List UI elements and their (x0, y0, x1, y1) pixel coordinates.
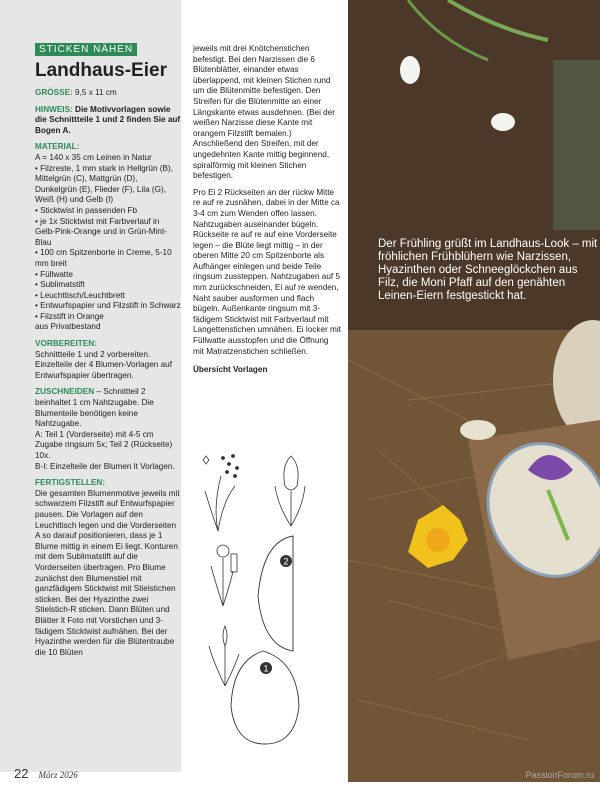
prep-block (35, 339, 181, 381)
hint-label: HINWEIS: (35, 104, 73, 114)
finish-text: Die gesamten Blumenmotive jeweils mit schwarzem Filzstift auf Entwurfspapier pausen. Die Vorlagen auf den Leuchttisch legen und die Vorderseiten A so darauf positionieren, dass je 1 Blume mittig in einem Ei liegt. Konturen mit dem Sublimatstift auf die Vorderseiten übertragen. Pro Blume zunächst den Blumenstiel mit ganzfädigem Sticktwist mit Stielstichen sticken. Bei der Hyazinthe zwei Stielstich-R sticken. Dann Blüten und Blätter lt Foto mit Vorstichen und 3-fädigem Sticktwist aufnähen. Bei der Hyazinthe werden für die Blütentraube die 10 Blüten (35, 488, 180, 657)
instructions-middle (193, 44, 341, 376)
photo-caption: Der Frühling grüßt im Landhaus-Look – mit fröhlichen Frühblühern wie Narzissen, Hyazinthen oder Schneeglöckchen aus Filz, die Moni Pfaff auf den genähten Leinen-Eiern festgestickt hat. (378, 238, 598, 302)
material-item: aus Privatbestand (35, 322, 101, 332)
mid-paragraph-2: Pro Ei 2 Rückseiten an der rückw Mitte re auf re zusnähen, dabei in der Mitte ca 3-4 cm zum Wenden offen lassen. Nahtzugaben auseinander bügeln. Rückseite re auf re auf eine Vorderseite legen – die Blüte liegt mittig – in der oberen Mitte 20 cm Spitzenborte als Aufhänger einlegen und beide Teile ringsum zussteppen. Nahtzugaben auf 5 mm zurückschneiden, Ei auf re wenden, Naht sauber ausformen und flach bügeln. Außenkante ringsum mit 3-fädigem Sticktwist mit Farbverlauf mit Langettenstichen umnähen. Ei locker mit Füllwatte ausstopfen und die Öffnung mit Matratzenstichen schließen. (193, 187, 341, 356)
section-tag: STICKEN NÄHEN (35, 43, 137, 56)
hyacinth-template (203, 455, 239, 532)
size-value: 9,5 x 11 cm (72, 88, 117, 97)
material-item: • Entwurfspapier und Filzstift in Schwarz (35, 301, 181, 311)
finish-block (35, 478, 181, 658)
piece-1-label: 1 (263, 663, 269, 674)
material-item: • Filzreste, 1 mm stark in Hellgrün (B), Mittelgrün (C), Mattgrün (D), Dunkelgrün (E), Flieder (F), Lila (G), Weiß (H) und Gelb (I) (35, 163, 173, 205)
mid-paragraph-1: jeweils mit drei Knötchenstichen befestigt. Bei den Narzissen die 6 Blütenblätter, einander etwas überlappend, mit kleinen Stichen rund um die Blütenmitte befestigen. Den Streifen für die Blütenmitte an einer Längskante etwas ausdehnen. (Bei der weißen Narzisse diese Kante mit orangem Filzstift bemalen.) Anschließend den Streifen, mit der ungedehnten Kante mittig beginnend, spiralförmig mit kleinen Stichen befestigen. (193, 44, 336, 181)
watermark-credit: PassionForum.ru (525, 770, 594, 780)
material-item: • Leuchttisch/Leuchtbrett (35, 290, 125, 300)
material-item: • Filzstift in Orange (35, 311, 104, 321)
piece-2-label: 2 (283, 556, 289, 567)
page-number: 22 (14, 766, 29, 781)
cut-label: ZUSCHNEIDEN (35, 387, 95, 397)
cut-b: B-I: Einzelteile der Blumen lt Vorlagen. (35, 461, 175, 471)
cut-a: A: Teil 1 (Vorderseite) mit 4-5 cm Zugabe ringsum 5x; Teil 2 (Rückseite) 10x. (35, 429, 173, 460)
issue-month: März 2026 (38, 770, 78, 780)
material-item: • 100 cm Spitzenborte in Creme, 5-10 mm breit (35, 248, 172, 268)
overview-heading: Übersicht Vorlagen (193, 365, 268, 375)
daffodil-template (211, 545, 237, 606)
material-item: A = 140 x 35 cm Leinen in Natur (35, 152, 152, 162)
photo-illustration (348, 0, 600, 782)
page-footer (14, 766, 78, 781)
snowdrop-template (209, 626, 239, 686)
project-photo (348, 0, 600, 782)
article-title: Landhaus-Eier (35, 60, 167, 81)
crocus-template (275, 456, 305, 526)
prep-label: VORBEREITEN: (35, 339, 97, 349)
material-item: • Füllwatte (35, 269, 73, 279)
material-block (35, 142, 181, 333)
size-line (35, 88, 181, 99)
material-item: • Sticktwist in passenden Fb (35, 205, 138, 215)
instructions-left (35, 88, 181, 664)
material-label: MATERIAL: (35, 142, 80, 152)
pattern-templates-diagram (193, 446, 343, 746)
prep-text: Schnittteile 1 und 2 vorbereiten. Einzelteile der 4 Blumen-Vorlagen auf Entwurfspapier übertragen. (35, 349, 172, 380)
material-item: • Sublimatstift (35, 280, 85, 290)
pattern-piece-2 (258, 536, 293, 651)
lace-ribbon (460, 420, 496, 440)
material-item: • je 1x Sticktwist mit Farbverlauf in Gelb-Pink-Orange und in Grün-Mint-Blau (35, 216, 167, 247)
hint-line (35, 105, 181, 137)
size-label: GRÖSSE: (35, 88, 73, 97)
finish-label: FERTIGSTELLEN: (35, 478, 106, 488)
pattern-piece-1 (231, 651, 299, 744)
hint-text: Die Motivvorlagen sowie die Schnittteile 1 und 2 finden Sie auf Bogen A. (35, 104, 181, 135)
cut-block (35, 387, 181, 472)
cut-text: – Schnittteil 2 beinhaltet 1 cm Nahtzugabe. Die Blumenteile benötigen keine Nahtzugabe. (35, 387, 154, 429)
